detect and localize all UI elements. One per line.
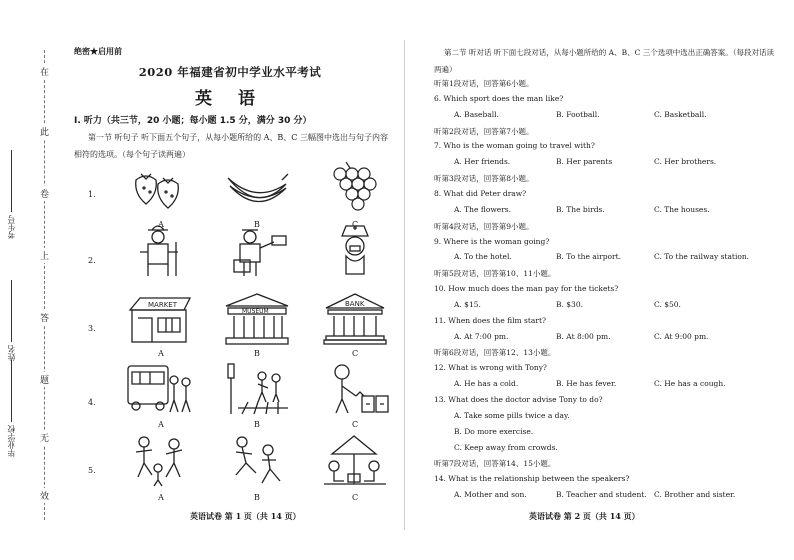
dialogue-note: 听第5段对话，回答第10、11小题。 bbox=[434, 269, 556, 279]
question-5 bbox=[74, 432, 394, 504]
answer-option: A. He has a cold. bbox=[454, 379, 519, 389]
question-number: 5. bbox=[88, 466, 96, 475]
answer-option: A. Mother and son. bbox=[454, 490, 527, 500]
answer-option: C. Her brothers. bbox=[654, 157, 717, 167]
question-text: 7. Who is the woman going to travel with? bbox=[434, 141, 595, 151]
answer-option: C. To the railway station. bbox=[654, 252, 750, 262]
option-label: A bbox=[158, 420, 164, 429]
binding-char: 题 bbox=[40, 372, 49, 387]
page-1-footer: 英语试卷 第 1 页（共 14 页） bbox=[190, 511, 301, 521]
answer-option: C. Keep away from crowds. bbox=[454, 442, 558, 452]
question-text: 13. What does the doctor advise Tony to do? bbox=[434, 395, 603, 404]
binding-char: 在 bbox=[40, 64, 49, 79]
question-number: 4. bbox=[88, 398, 96, 407]
answer-option: B. $30. bbox=[556, 299, 583, 309]
field-school: 毕业学校 bbox=[6, 360, 17, 457]
crossing-road-icon bbox=[222, 360, 292, 416]
answer-option: A. At 7:00 pm. bbox=[454, 331, 509, 341]
answer-option: A. The flowers. bbox=[454, 204, 512, 214]
grapes-icon bbox=[320, 160, 390, 216]
answer-option: B. He has fever. bbox=[556, 379, 617, 389]
answer-option: B. The birds. bbox=[556, 204, 605, 214]
answer-option: C. He has a cough. bbox=[654, 379, 726, 389]
answer-option: C. Brother and sister. bbox=[654, 490, 736, 500]
nurse-icon bbox=[320, 222, 390, 278]
option-label: B bbox=[254, 420, 260, 429]
page-divider bbox=[404, 40, 405, 530]
option-label: C bbox=[351, 493, 359, 502]
answer-option: C. $50. bbox=[654, 299, 681, 309]
bank-icon bbox=[320, 290, 390, 346]
question-text: 11. When does the film start? bbox=[434, 315, 547, 325]
subject-title: 英 语 bbox=[195, 89, 265, 109]
answer-option: B. At 8:00 pm. bbox=[556, 331, 611, 341]
question-text: 14. What is the relationship between the speakers? bbox=[434, 474, 630, 484]
picnic-icon bbox=[320, 432, 390, 488]
binding-char: 上 bbox=[40, 248, 49, 263]
answer-option: C. The houses. bbox=[654, 204, 710, 214]
question-2 bbox=[74, 222, 394, 294]
option-label: A bbox=[158, 220, 164, 229]
option-label: C bbox=[351, 420, 359, 429]
bank-caption: BANK bbox=[345, 300, 365, 308]
page-2 bbox=[414, 0, 784, 560]
postman-icon bbox=[222, 222, 292, 278]
binding-margin bbox=[0, 0, 60, 560]
binding-dashed-line bbox=[44, 50, 45, 520]
market-icon bbox=[126, 290, 196, 346]
answer-option: B. Football. bbox=[556, 109, 600, 119]
farmer-icon bbox=[126, 222, 196, 278]
answer-option: B. Do more exercise. bbox=[454, 426, 534, 436]
dialogue-note: 听第4段对话，回答第9小题。 bbox=[434, 221, 534, 231]
question-3 bbox=[74, 290, 394, 362]
section-2-instructions: 第二节 听对话 听下面七段对话，从每小题所给的 A、B、C 三个选项中选出正确答案。（每段对话读两遍） bbox=[434, 48, 774, 74]
option-label: B bbox=[254, 349, 260, 358]
section-1-instructions: 第一节 听句子 听下面五个句子，从每小题所给的 A、B、C 三幅图中选出与句子内容相符的选项。（每个句子读两遍） bbox=[74, 133, 388, 159]
part-heading: I. 听力（共三节，20 小题；每小题 1.5 分，满分 30 分） bbox=[74, 116, 312, 126]
binding-char: 卷 bbox=[40, 186, 49, 201]
dialogue-note: 听第3段对话，回答第8小题。 bbox=[434, 174, 534, 184]
option-label: B bbox=[254, 220, 260, 229]
answer-option: A. To the hotel. bbox=[454, 252, 512, 262]
dialogue-note: 听第7段对话，回答第14、15小题。 bbox=[434, 459, 556, 469]
answer-option: A. Her friends. bbox=[454, 157, 511, 167]
field-name: 姓名 bbox=[6, 280, 17, 361]
running-icon bbox=[222, 432, 292, 488]
strawberry-icon bbox=[126, 160, 196, 216]
dialogue-note: 听第2段对话，回答第7小题。 bbox=[434, 126, 534, 136]
answer-option: A. Take some pills twice a day. bbox=[454, 410, 570, 420]
answer-option: B. To the airport. bbox=[556, 252, 622, 262]
option-label: A bbox=[158, 349, 164, 358]
question-text: 10. How much does the man pay for the tickets? bbox=[434, 284, 619, 293]
page-1 bbox=[60, 0, 400, 560]
question-number: 2. bbox=[88, 256, 96, 265]
question-text: 6. Which sport does the man like? bbox=[434, 93, 564, 103]
question-text: 12. What is wrong with Tony? bbox=[434, 363, 547, 373]
exam-title: 2020 年福建省初中学业水平考试 bbox=[138, 65, 322, 79]
museum-icon bbox=[222, 290, 292, 346]
answer-option: A. $15. bbox=[454, 299, 481, 309]
question-4 bbox=[74, 360, 394, 432]
question-number: 1. bbox=[88, 190, 96, 199]
binding-char: 此 bbox=[40, 124, 49, 139]
answer-option: C. At 9:00 pm. bbox=[654, 331, 709, 341]
answer-option: C. Basketball. bbox=[654, 109, 707, 119]
question-number: 3. bbox=[88, 324, 96, 333]
option-label: A bbox=[158, 493, 164, 502]
market-caption: MARKET bbox=[148, 301, 177, 309]
answer-option: B. Her parents bbox=[556, 157, 613, 167]
dialogue-note: 听第1段对话，回答第6小题。 bbox=[434, 79, 534, 88]
option-label: C bbox=[351, 349, 359, 358]
dancing-icon bbox=[126, 432, 196, 488]
page-2-footer: 英语试卷 第 2 页（共 14 页） bbox=[529, 511, 640, 521]
bus-queue-icon bbox=[126, 360, 196, 416]
binding-char: 无 bbox=[40, 430, 49, 445]
question-text: 8. What did Peter draw? bbox=[434, 188, 527, 198]
question-text: 9. Where is the woman going? bbox=[434, 236, 550, 246]
dialogue-note: 听第6段对话，回答第12、13小题。 bbox=[434, 348, 556, 358]
field-candidate-number: 考生号 bbox=[6, 150, 17, 239]
banana-icon bbox=[222, 160, 292, 216]
answer-option: B. Teacher and student. bbox=[556, 490, 647, 500]
option-label: C bbox=[351, 220, 359, 229]
binding-char: 效 bbox=[40, 488, 49, 503]
museum-caption: MUSEUM bbox=[242, 308, 269, 315]
binding-char: 答 bbox=[40, 310, 49, 325]
recycling-icon bbox=[320, 360, 390, 416]
confidential-mark: 绝密★启用前 bbox=[74, 46, 122, 56]
answer-option: A. Baseball. bbox=[454, 109, 499, 119]
option-label: B bbox=[254, 493, 260, 502]
